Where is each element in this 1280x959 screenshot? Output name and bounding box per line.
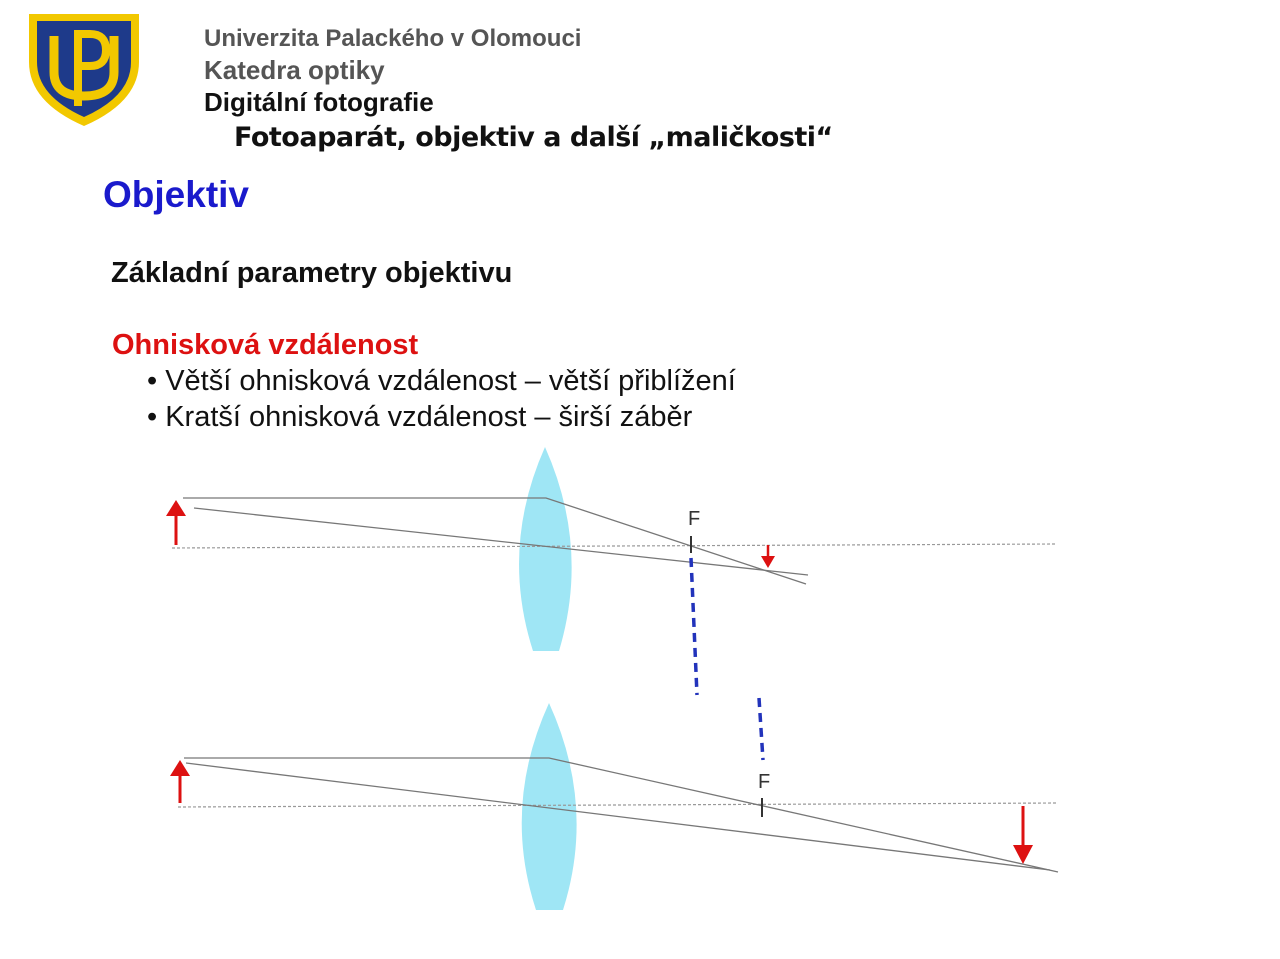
bullet-item-2: • Kratší ohnisková vzdálenost – širší záběr [147,401,693,433]
object-arrow-top [166,500,186,545]
image-arrow-top [761,545,775,568]
bullet-item-1: • Větší ohnisková vzdálenost – větší přiblížení [147,365,736,397]
diagram-long-focal [166,447,1056,695]
subsection-heading: Ohnisková vzdálenost [112,329,419,361]
lecture-subtitle: Fotoaparát, objektiv a další „maličkosti“ [234,122,833,153]
slide-title: Objektiv [103,174,249,215]
focal-plane-top [691,558,697,695]
focal-plane-bottom [759,698,763,760]
optical-axis-top [172,544,1056,548]
lens-bottom [522,703,577,910]
ray-chief-bottom [186,763,1050,870]
university-name: Univerzita Palackého v Olomouci [204,25,582,52]
image-arrow-bottom [1013,806,1033,864]
course-name: Digitální fotografie [204,87,434,117]
object-arrow-bottom [170,760,190,803]
focal-label-top: F [688,508,701,530]
section-heading: Základní parametry objektivu [111,257,513,289]
ray-chief-top [194,508,808,575]
focal-label-bottom: F [758,771,771,793]
optical-axis-bottom [178,803,1058,807]
department-name: Katedra optiky [204,55,385,85]
diagram-short-focal [170,698,1058,910]
